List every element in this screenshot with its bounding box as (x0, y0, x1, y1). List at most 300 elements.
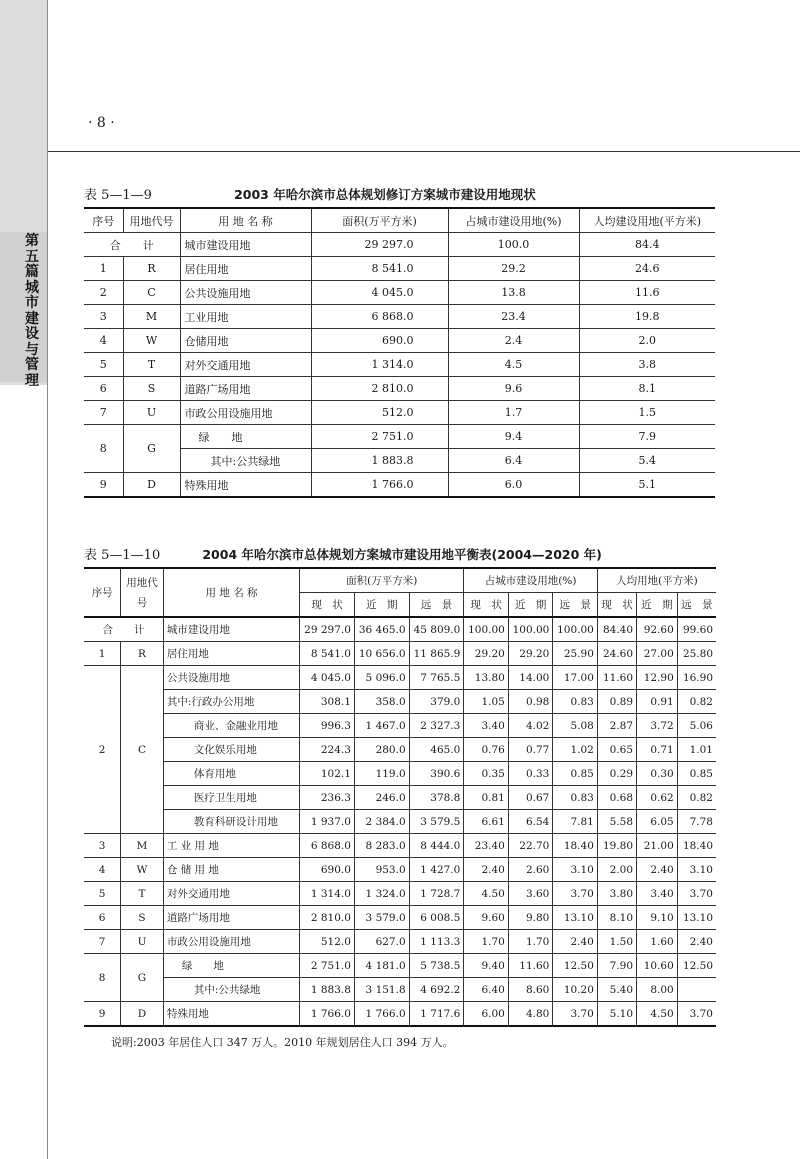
cell-value: 13.10 (553, 906, 598, 930)
cell-value: 2.40 (677, 930, 716, 954)
cell-value: 3.70 (677, 882, 716, 906)
cell-value: 7.81 (553, 810, 598, 834)
cell-value: 8 541.0 (300, 642, 355, 666)
cell-no: 9 (84, 1002, 121, 1027)
cell-value: 18.40 (677, 834, 716, 858)
header-rule (48, 151, 800, 152)
cell-value: 11 865.9 (409, 642, 464, 666)
cell-code: D (121, 1002, 164, 1027)
cell-value: 1 314.0 (300, 882, 355, 906)
cell-name: 市政公用设施用地 (180, 401, 311, 425)
cell-pct: 6.4 (448, 449, 579, 473)
sub-header: 近 期 (508, 593, 553, 618)
cell-name: 绿 地 (163, 954, 299, 978)
cell-code: U (121, 930, 164, 954)
table1-caption-label: 表 5—1—9 (84, 188, 152, 203)
cell-value: 0.29 (597, 762, 636, 786)
cell-no: 5 (84, 353, 123, 377)
cell-name: 工 业 用 地 (163, 834, 299, 858)
col-header: 面积(万平方米) (300, 568, 464, 593)
cell-value: 21.00 (637, 834, 678, 858)
cell-pct: 100.0 (448, 233, 579, 257)
cell-value: 0.30 (637, 762, 678, 786)
cell-value: 246.0 (354, 786, 409, 810)
cell-value: 1.01 (677, 738, 716, 762)
col-header: 用 地 名 称 (180, 208, 311, 233)
table-row (84, 978, 716, 1002)
cell-value: 100.00 (553, 617, 598, 642)
cell-value: 9.40 (464, 954, 509, 978)
cell-value: 1.60 (637, 930, 678, 954)
cell-value: 1 324.0 (354, 882, 409, 906)
table-row (84, 954, 716, 978)
cell-per: 7.9 (579, 425, 715, 449)
cell-value: 6 868.0 (300, 834, 355, 858)
cell-value: 690.0 (300, 858, 355, 882)
cell-value: 1 427.0 (409, 858, 464, 882)
col-header: 序号 (84, 208, 123, 233)
cell-name: 其中:行政办公用地 (163, 690, 299, 714)
cell-no: 1 (84, 257, 123, 281)
cell-value: 3.70 (677, 1002, 716, 1027)
cell-area: 690.0 (311, 329, 448, 353)
cell-value: 4 692.2 (409, 978, 464, 1002)
cell-value: 9.80 (508, 906, 553, 930)
cell-name: 公共设施用地 (180, 281, 311, 305)
cell-value: 7.78 (677, 810, 716, 834)
cell-value: 10 656.0 (354, 642, 409, 666)
cell-value: 11.60 (597, 666, 636, 690)
cell-value: 7.90 (597, 954, 636, 978)
cell-name: 城市建设用地 (163, 617, 299, 642)
cell-value: 378.8 (409, 786, 464, 810)
cell-code: M (123, 305, 180, 329)
cell-value: 5 096.0 (354, 666, 409, 690)
cell-value: 0.77 (508, 738, 553, 762)
cell-name: 体育用地 (163, 762, 299, 786)
cell-name: 居住用地 (163, 642, 299, 666)
cell-value: 1 766.0 (300, 1002, 355, 1027)
cell-name: 工业用地 (180, 305, 311, 329)
cell-name: 商业、金融业用地 (163, 714, 299, 738)
cell-name: 医疗卫生用地 (163, 786, 299, 810)
cell-value: 8.60 (508, 978, 553, 1002)
cell-value: 0.65 (597, 738, 636, 762)
cell-value: 2 810.0 (300, 906, 355, 930)
cell-code: G (121, 954, 164, 1002)
cell-value: 10.20 (553, 978, 598, 1002)
cell-pct: 2.4 (448, 329, 579, 353)
cell-value: 0.67 (508, 786, 553, 810)
col-header: 人均用地(平方米) (597, 568, 716, 593)
cell-value: 18.40 (553, 834, 598, 858)
cell-value: 2.40 (553, 930, 598, 954)
cell-value: 0.83 (553, 786, 598, 810)
cell-value: 3.10 (553, 858, 598, 882)
cell-value: 0.76 (464, 738, 509, 762)
cell-value: 5.10 (597, 1002, 636, 1027)
cell-value: 99.60 (677, 617, 716, 642)
cell-value: 308.1 (300, 690, 355, 714)
cell-value: 0.91 (637, 690, 678, 714)
cell-value: 17.00 (553, 666, 598, 690)
cell-per: 5.4 (579, 449, 715, 473)
cell-value: 6 008.5 (409, 906, 464, 930)
table-row (84, 1002, 716, 1027)
cell-value: 2.87 (597, 714, 636, 738)
cell-no: 3 (84, 305, 123, 329)
table-row (84, 714, 716, 738)
cell-value: 1 113.3 (409, 930, 464, 954)
cell-area: 1 766.0 (311, 473, 448, 498)
cell-value: 12.90 (637, 666, 678, 690)
cell-value: 29.20 (464, 642, 509, 666)
cell-value: 2.40 (637, 858, 678, 882)
cell-value: 0.81 (464, 786, 509, 810)
cell-value: 996.3 (300, 714, 355, 738)
cell-value: 4.50 (464, 882, 509, 906)
cell-value: 7 765.5 (409, 666, 464, 690)
cell-pct: 1.7 (448, 401, 579, 425)
cell-value: 0.83 (553, 690, 598, 714)
cell-value: 2.40 (464, 858, 509, 882)
cell-value: 4 181.0 (354, 954, 409, 978)
cell-code: M (121, 834, 164, 858)
table-row (84, 377, 715, 401)
cell-code: W (121, 858, 164, 882)
cell-name: 文化娱乐用地 (163, 738, 299, 762)
cell-code: U (123, 401, 180, 425)
cell-per: 11.6 (579, 281, 715, 305)
cell-value: 23.40 (464, 834, 509, 858)
cell-name: 对外交通用地 (163, 882, 299, 906)
cell-area: 8 541.0 (311, 257, 448, 281)
cell-code: C (123, 281, 180, 305)
cell-value: 1 467.0 (354, 714, 409, 738)
cell-value: 5.06 (677, 714, 716, 738)
table-row (84, 642, 716, 666)
cell-value: 3 579.0 (354, 906, 409, 930)
cell-value: 13.80 (464, 666, 509, 690)
table-row (84, 762, 716, 786)
table2-caption-title: 2004 年哈尔滨市总体规划方案城市建设用地平衡表(2004—2020 年) (202, 547, 602, 562)
cell-value: 6.40 (464, 978, 509, 1002)
table2-note: 说明:2003 年居住人口 347 万人。2010 年规划居住人口 394 万人。 (111, 1036, 454, 1049)
cell-area: 512.0 (311, 401, 448, 425)
total-label: 合 计 (84, 617, 163, 642)
cell-no: 2 (84, 281, 123, 305)
cell-code: S (121, 906, 164, 930)
cell-value: 29.20 (508, 642, 553, 666)
cell-name: 特殊用地 (163, 1002, 299, 1027)
cell-value: 16.90 (677, 666, 716, 690)
sub-header: 近 期 (637, 593, 678, 618)
table1-caption-title: 2003 年哈尔滨市总体规划修订方案城市建设用地现状 (234, 187, 536, 202)
cell-name: 其中:公共绿地 (180, 449, 311, 473)
cell-pct: 13.8 (448, 281, 579, 305)
cell-code: R (123, 257, 180, 281)
cell-value: 0.82 (677, 690, 716, 714)
table-row (84, 233, 715, 257)
cell-name: 特殊用地 (180, 473, 311, 498)
cell-value: 0.62 (637, 786, 678, 810)
table-row (84, 786, 716, 810)
sub-header: 远 景 (553, 593, 598, 618)
cell-value: 12.50 (553, 954, 598, 978)
cell-no: 7 (84, 930, 121, 954)
table1 (84, 207, 715, 498)
cell-value: 6.61 (464, 810, 509, 834)
cell-area: 1 883.8 (311, 449, 448, 473)
cell-value: 12.50 (677, 954, 716, 978)
cell-per: 5.1 (579, 473, 715, 498)
cell-value: 1.02 (553, 738, 598, 762)
cell-value: 1 937.0 (300, 810, 355, 834)
cell-value: 5.58 (597, 810, 636, 834)
cell-pct: 29.2 (448, 257, 579, 281)
col-header: 人均建设用地(平方米) (579, 208, 715, 233)
cell-value: 0.71 (637, 738, 678, 762)
cell-no: 8 (84, 954, 121, 1002)
cell-no: 8 (84, 425, 123, 473)
cell-code: G (123, 425, 180, 473)
cell-value: 0.89 (597, 690, 636, 714)
col-header: 序号 (84, 568, 121, 617)
cell-code: D (123, 473, 180, 498)
cell-value: 2 327.3 (409, 714, 464, 738)
cell-per: 8.1 (579, 377, 715, 401)
cell-per: 3.8 (579, 353, 715, 377)
sub-header: 现 状 (464, 593, 509, 618)
cell-area: 2 810.0 (311, 377, 448, 401)
cell-value: 1.50 (597, 930, 636, 954)
col-header: 占城市建设用地(%) (464, 568, 598, 593)
cell-value: 4.80 (508, 1002, 553, 1027)
cell-code: C (121, 666, 164, 834)
cell-value: 6.54 (508, 810, 553, 834)
cell-value: 45 809.0 (409, 617, 464, 642)
cell-value: 3 579.5 (409, 810, 464, 834)
col-header: 面积(万平方米) (311, 208, 448, 233)
cell-code: T (121, 882, 164, 906)
cell-value: 9.60 (464, 906, 509, 930)
cell-no: 6 (84, 906, 121, 930)
cell-value: 1.70 (508, 930, 553, 954)
sub-header: 现 状 (597, 593, 636, 618)
cell-area: 1 314.0 (311, 353, 448, 377)
cell-value: 119.0 (354, 762, 409, 786)
col-header: 用地代号 (121, 568, 164, 617)
cell-value: 1.05 (464, 690, 509, 714)
table-row (84, 858, 716, 882)
cell-value: 8.00 (637, 978, 678, 1002)
table-row (84, 473, 715, 498)
cell-value: 3.40 (464, 714, 509, 738)
cell-no: 1 (84, 642, 121, 666)
table-row (84, 305, 715, 329)
table-row (84, 834, 716, 858)
cell-value: 0.82 (677, 786, 716, 810)
cell-value: 5.40 (597, 978, 636, 1002)
cell-value: 379.0 (409, 690, 464, 714)
cell-value: 19.80 (597, 834, 636, 858)
cell-value: 4.02 (508, 714, 553, 738)
cell-no: 4 (84, 858, 121, 882)
sub-header: 现 状 (300, 593, 355, 618)
cell-no: 5 (84, 882, 121, 906)
sidebar-section-label: 第五篇 城市建设与管理 (25, 233, 39, 389)
cell-area: 2 751.0 (311, 425, 448, 449)
cell-value: 2 384.0 (354, 810, 409, 834)
cell-value: 5.08 (553, 714, 598, 738)
cell-value: 11.60 (508, 954, 553, 978)
cell-value: 390.6 (409, 762, 464, 786)
cell-name: 教育科研设计用地 (163, 810, 299, 834)
cell-value: 14.00 (508, 666, 553, 690)
cell-name: 仓储用地 (180, 329, 311, 353)
cell-per: 84.4 (579, 233, 715, 257)
sub-header: 远 景 (409, 593, 464, 618)
cell-value: 0.85 (553, 762, 598, 786)
cell-no: 6 (84, 377, 123, 401)
cell-value: 6.00 (464, 1002, 509, 1027)
cell-value: 3.40 (637, 882, 678, 906)
cell-per: 1.5 (579, 401, 715, 425)
cell-value: 3.60 (508, 882, 553, 906)
cell-name: 道路广场用地 (163, 906, 299, 930)
cell-value: 0.85 (677, 762, 716, 786)
cell-code: W (123, 329, 180, 353)
cell-value: 3 151.8 (354, 978, 409, 1002)
cell-value: 8 444.0 (409, 834, 464, 858)
cell-value: 465.0 (409, 738, 464, 762)
cell-value (677, 978, 716, 1002)
cell-value: 1.70 (464, 930, 509, 954)
table-row (84, 401, 715, 425)
cell-value: 27.00 (637, 642, 678, 666)
col-header: 用 地 名 称 (163, 568, 299, 617)
cell-pct: 9.6 (448, 377, 579, 401)
cell-value: 1 728.7 (409, 882, 464, 906)
table1-header-row (84, 208, 715, 233)
cell-value: 224.3 (300, 738, 355, 762)
cell-name: 公共设施用地 (163, 666, 299, 690)
sub-header: 近 期 (354, 593, 409, 618)
cell-value: 2.00 (597, 858, 636, 882)
cell-per: 19.8 (579, 305, 715, 329)
table2 (84, 567, 716, 1027)
cell-value: 24.60 (597, 642, 636, 666)
cell-area: 29 297.0 (311, 233, 448, 257)
cell-pct: 23.4 (448, 305, 579, 329)
table-row (84, 425, 715, 449)
table-row (84, 666, 716, 690)
cell-value: 8 283.0 (354, 834, 409, 858)
cell-value: 0.98 (508, 690, 553, 714)
cell-value: 36 465.0 (354, 617, 409, 642)
cell-value: 3.80 (597, 882, 636, 906)
cell-value: 29 297.0 (300, 617, 355, 642)
cell-name: 市政公用设施用地 (163, 930, 299, 954)
cell-value: 25.90 (553, 642, 598, 666)
cell-area: 6 868.0 (311, 305, 448, 329)
col-header: 用地代号 (123, 208, 180, 233)
cell-value: 25.80 (677, 642, 716, 666)
col-header: 占城市建设用地(%) (448, 208, 579, 233)
cell-value: 5 738.5 (409, 954, 464, 978)
cell-value: 1 766.0 (354, 1002, 409, 1027)
cell-value: 84.40 (597, 617, 636, 642)
table-row (84, 930, 716, 954)
table-row (84, 906, 716, 930)
cell-name: 城市建设用地 (180, 233, 311, 257)
cell-value: 0.33 (508, 762, 553, 786)
table-row (84, 738, 716, 762)
cell-value: 10.60 (637, 954, 678, 978)
cell-pct: 4.5 (448, 353, 579, 377)
cell-name: 仓 储 用 地 (163, 858, 299, 882)
total-label: 合 计 (84, 233, 180, 257)
cell-value: 92.60 (637, 617, 678, 642)
margin-rule (47, 0, 48, 1159)
cell-name: 居住用地 (180, 257, 311, 281)
cell-value: 4.50 (637, 1002, 678, 1027)
table2-header-row (84, 568, 716, 593)
cell-value: 13.10 (677, 906, 716, 930)
cell-value: 100.00 (508, 617, 553, 642)
cell-no: 7 (84, 401, 123, 425)
table2-caption-label: 表 5—1—10 (84, 548, 161, 563)
cell-value: 3.70 (553, 882, 598, 906)
cell-value: 627.0 (354, 930, 409, 954)
cell-code: T (123, 353, 180, 377)
cell-value: 0.35 (464, 762, 509, 786)
cell-value: 22.70 (508, 834, 553, 858)
cell-name: 绿 地 (180, 425, 311, 449)
cell-per: 2.0 (579, 329, 715, 353)
cell-no: 3 (84, 834, 121, 858)
table2-caption (84, 544, 602, 563)
cell-code: R (121, 642, 164, 666)
cell-value: 512.0 (300, 930, 355, 954)
cell-no: 4 (84, 329, 123, 353)
cell-name: 对外交通用地 (180, 353, 311, 377)
cell-value: 3.10 (677, 858, 716, 882)
cell-no: 2 (84, 666, 121, 834)
table-row (84, 882, 716, 906)
table-row (84, 690, 716, 714)
cell-value: 2 751.0 (300, 954, 355, 978)
cell-value: 1 717.6 (409, 1002, 464, 1027)
cell-value: 3.72 (637, 714, 678, 738)
cell-value: 0.68 (597, 786, 636, 810)
cell-value: 9.10 (637, 906, 678, 930)
table1-caption (84, 184, 536, 203)
table-row (84, 329, 715, 353)
cell-area: 4 045.0 (311, 281, 448, 305)
cell-value: 100.00 (464, 617, 509, 642)
cell-value: 4 045.0 (300, 666, 355, 690)
cell-per: 24.6 (579, 257, 715, 281)
cell-value: 953.0 (354, 858, 409, 882)
table-row (84, 810, 716, 834)
table-row (84, 257, 715, 281)
cell-value: 2.60 (508, 858, 553, 882)
cell-name: 道路广场用地 (180, 377, 311, 401)
cell-value: 280.0 (354, 738, 409, 762)
cell-pct: 9.4 (448, 425, 579, 449)
cell-value: 6.05 (637, 810, 678, 834)
